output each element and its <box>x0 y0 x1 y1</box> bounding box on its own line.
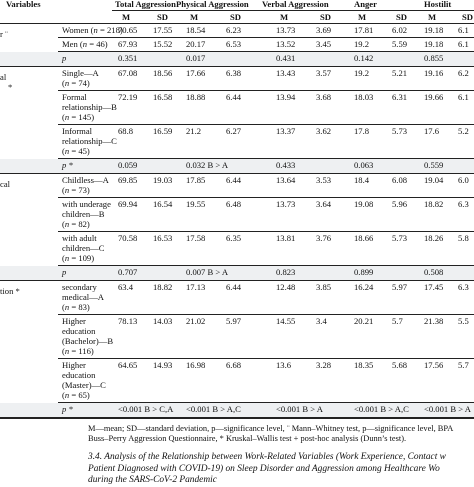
mean-cell: 20.17 <box>186 39 206 49</box>
sd-cell: 5.96 <box>392 199 408 209</box>
subheader-sd: SD <box>157 12 168 22</box>
sd-cell: 6.0 <box>458 175 469 185</box>
n-symbol: n <box>64 219 70 229</box>
row-label: (n = 109) <box>62 253 95 263</box>
mean-cell: 14.55 <box>276 316 296 326</box>
sd-cell: 6.44 <box>226 175 242 185</box>
table-bottom-rule <box>0 418 474 419</box>
section-heading-line: 3.4. Analysis of the Relationship between Work-Related Variables (Work Experience, Contact w <box>88 452 446 462</box>
p-value-cell: <0.001 B > A <box>424 404 471 414</box>
p-value-cell: 0.007 B > A <box>186 267 229 277</box>
section-heading-line: Patient Diagnosed with COVID-19) on Sleep Disorder and Aggression among Healthcare Wo <box>88 463 440 474</box>
mean-cell: 16.24 <box>354 282 374 292</box>
sd-cell: 6.35 <box>226 233 242 243</box>
mean-cell: 18.88 <box>186 92 206 102</box>
sd-cell: 6.31 <box>392 92 408 102</box>
mean-cell: 13.52 <box>276 39 296 49</box>
sd-cell: 5.7 <box>392 316 403 326</box>
mean-cell: 68.8 <box>118 126 134 136</box>
group-header-4: Hostilit <box>424 0 452 9</box>
p-value-cell: 0.059 <box>118 160 138 170</box>
mean-cell: 67.08 <box>118 68 138 78</box>
row-label: (n = 116) <box>62 346 94 356</box>
row-label: Single—A <box>62 68 99 78</box>
subheader-sd: SD <box>396 12 407 22</box>
sd-cell: 6.44 <box>226 92 242 102</box>
row-label: Formal <box>62 92 87 102</box>
mean-cell: 12.48 <box>276 282 296 292</box>
sd-cell: 5.73 <box>392 126 408 136</box>
row-label: (n = 82) <box>62 219 90 229</box>
n-symbol: n <box>64 253 70 263</box>
mean-cell: 13.73 <box>276 199 296 209</box>
mean-cell: 69.85 <box>118 175 138 185</box>
p-row-shade <box>0 52 474 66</box>
sd-cell: 5.2 <box>458 126 469 136</box>
mean-cell: 18.26 <box>424 233 444 243</box>
p-value-cell: 0.017 <box>186 53 206 63</box>
n-symbol: n <box>64 302 70 312</box>
row-label: Higher <box>62 316 86 326</box>
p-value-cell: 0.707 <box>118 267 138 277</box>
n-symbol: n <box>64 390 70 400</box>
mean-cell: 17.8 <box>354 126 370 136</box>
sd-cell: 6.1 <box>458 39 469 49</box>
mean-cell: 17.45 <box>424 282 444 292</box>
sd-cell: 5.97 <box>392 282 408 292</box>
sd-cell: 6.1 <box>458 25 469 35</box>
mean-cell: 13.64 <box>276 175 296 185</box>
section-heading-line: during the SARS-CoV-2 Pandemic <box>88 475 217 485</box>
subheader-mean: M <box>122 12 131 22</box>
p-value-cell: 0.508 <box>424 267 444 277</box>
row-label: (n = 145) <box>62 112 95 122</box>
sd-cell: 6.3 <box>458 282 469 292</box>
mean-cell: 64.65 <box>118 360 138 370</box>
sd-cell: 6.1 <box>458 92 469 102</box>
row-label: children—C <box>62 243 105 253</box>
mean-cell: 16.98 <box>186 360 206 370</box>
mean-cell: 17.66 <box>186 68 206 78</box>
subheader-mean: M <box>428 12 437 22</box>
variables-header: Variables <box>6 0 41 9</box>
n-symbol: n <box>64 146 70 156</box>
mean-cell: 18.66 <box>354 233 374 243</box>
mean-cell: 19.66 <box>424 92 444 102</box>
subheader-sd: SD <box>320 12 331 22</box>
row-label: Men (n = 46) <box>62 39 108 49</box>
sd-cell: 6.23 <box>226 25 242 35</box>
mean-cell: 17.56 <box>424 360 444 370</box>
row-divider <box>58 358 474 359</box>
row-label: medical—A <box>62 292 104 302</box>
subheader-sd: SD <box>462 12 473 22</box>
p-value-label: p <box>62 53 67 63</box>
sd-cell: 5.7 <box>458 360 469 370</box>
row-label: relationship—B <box>62 102 117 112</box>
row-label: (n = 74) <box>62 78 90 88</box>
row-label: Childless—A <box>62 175 109 185</box>
sd-cell: 16.59 <box>153 126 173 136</box>
p-value-cell: <0.001 B > C,A <box>118 404 174 414</box>
p-value-cell: <0.001 B > A <box>276 404 323 414</box>
mean-cell: 67.93 <box>118 39 138 49</box>
sd-cell: 3.4 <box>316 316 327 326</box>
mean-cell: 19.18 <box>424 25 444 35</box>
row-divider <box>58 37 474 38</box>
p-value-label: p <box>62 267 67 277</box>
sd-cell: 6.2 <box>458 68 469 78</box>
sd-cell: 18.82 <box>153 282 173 292</box>
mean-cell: 17.58 <box>186 233 206 243</box>
mean-cell: 13.37 <box>276 126 296 136</box>
n-symbol: n <box>93 25 98 35</box>
sd-cell: 16.53 <box>153 233 173 243</box>
mean-cell: 13.6 <box>276 360 292 370</box>
mean-cell: 72.19 <box>118 92 138 102</box>
sd-cell: 6.02 <box>392 25 408 35</box>
p-value-cell: 0.899 <box>354 267 374 277</box>
mean-cell: 17.13 <box>186 282 206 292</box>
section-label-marker: * <box>8 82 13 92</box>
sd-cell: 16.54 <box>153 199 173 209</box>
row-label: education <box>62 370 96 380</box>
sd-cell: 3.62 <box>316 126 332 136</box>
mean-cell: 19.04 <box>424 175 444 185</box>
mean-cell: 18.03 <box>354 92 374 102</box>
sd-cell: 14.03 <box>153 316 173 326</box>
row-label: (n = 73) <box>62 185 90 195</box>
mean-cell: 21.02 <box>186 316 206 326</box>
subheader-mean: M <box>358 12 367 22</box>
mean-cell: 13.73 <box>276 25 296 35</box>
sd-cell: 5.5 <box>458 316 469 326</box>
p-value-cell: <0.001 B > A,C <box>354 404 409 414</box>
sd-cell: 6.48 <box>226 199 242 209</box>
sd-cell: 18.56 <box>153 68 173 78</box>
p-value-cell: 0.855 <box>424 53 444 63</box>
row-label: Informal <box>62 126 93 136</box>
mean-cell: 13.94 <box>276 92 296 102</box>
row-label: secondary <box>62 282 97 292</box>
sd-cell: 5.8 <box>458 233 469 243</box>
sd-cell: 6.68 <box>226 360 242 370</box>
row-label: (Bachelor)—B <box>62 336 114 346</box>
row-label: (n = 65) <box>62 390 90 400</box>
row-label: relationship—C <box>62 136 117 146</box>
row-label: Higher <box>62 360 86 370</box>
n-symbol: n <box>64 112 70 122</box>
p-value-cell: 0.823 <box>276 267 296 277</box>
row-label: children—B <box>62 209 105 219</box>
mean-cell: 18.82 <box>424 199 444 209</box>
section-label: tion * <box>0 286 20 296</box>
mean-cell: 70.58 <box>118 233 138 243</box>
section-divider <box>0 280 474 281</box>
mean-cell: 13.43 <box>276 68 296 78</box>
n-symbol: n <box>82 39 88 49</box>
mean-cell: 19.16 <box>424 68 444 78</box>
mean-cell: 70.65 <box>118 25 138 35</box>
p-value-cell: 0.433 <box>276 160 296 170</box>
subheader-mean: M <box>280 12 289 22</box>
mean-cell: 63.4 <box>118 282 134 292</box>
group-header-0: Total Aggression <box>115 0 176 9</box>
row-divider <box>58 90 474 91</box>
n-symbol: n <box>64 185 70 195</box>
sd-cell: 6.44 <box>226 282 242 292</box>
sd-cell: 5.59 <box>392 39 408 49</box>
header-group-underline <box>112 10 474 11</box>
p-value-label: p * <box>62 404 73 414</box>
mean-cell: 19.08 <box>354 199 374 209</box>
mean-cell: 69.94 <box>118 199 138 209</box>
mean-cell: 19.55 <box>186 199 206 209</box>
sd-cell: 5.97 <box>226 316 242 326</box>
group-header-2: Verbal Aggression <box>262 0 329 9</box>
sd-cell: 3.45 <box>316 39 332 49</box>
group-header-1: Physical Aggression <box>176 0 249 9</box>
subheader-sd: SD <box>230 12 241 22</box>
sd-cell: 19.03 <box>153 175 173 185</box>
mean-cell: 20.21 <box>354 316 374 326</box>
sd-cell: 3.64 <box>316 199 332 209</box>
mean-cell: 18.35 <box>354 360 374 370</box>
mean-cell: 19.2 <box>354 68 370 78</box>
row-label: Women (n = 218) <box>62 25 123 35</box>
p-value-label: p * <box>62 160 73 170</box>
group-header-3: Anger <box>354 0 377 9</box>
mean-cell: 78.13 <box>118 316 138 326</box>
section-label: r ¨ <box>0 29 8 39</box>
sd-cell: 3.69 <box>316 25 332 35</box>
sd-cell: 6.27 <box>226 126 242 136</box>
sd-cell: 5.73 <box>392 233 408 243</box>
sd-cell: 16.58 <box>153 92 173 102</box>
sd-cell: 6.53 <box>226 39 242 49</box>
row-label: with underage <box>62 199 111 209</box>
row-label: (Master)—C <box>62 380 106 390</box>
row-divider <box>58 197 474 198</box>
section-label: al <box>0 72 7 82</box>
mean-cell: 21.2 <box>186 126 202 136</box>
sd-cell: 3.28 <box>316 360 332 370</box>
sd-cell: 15.52 <box>153 39 173 49</box>
p-value-cell: 0.032 B > A <box>186 160 229 170</box>
sd-cell: 5.68 <box>392 360 408 370</box>
row-divider <box>58 231 474 232</box>
n-symbol: n <box>64 346 70 356</box>
mean-cell: 21.38 <box>424 316 444 326</box>
p-row-shade <box>0 266 474 280</box>
sd-cell: 6.08 <box>392 175 408 185</box>
section-divider <box>0 66 474 67</box>
p-value-cell: 0.431 <box>276 53 296 63</box>
row-divider <box>58 314 474 315</box>
n-symbol: n <box>64 78 70 88</box>
mean-cell: 17.6 <box>424 126 440 136</box>
sd-cell: 3.76 <box>316 233 332 243</box>
sd-cell: 6.3 <box>458 199 469 209</box>
mean-cell: 18.4 <box>354 175 370 185</box>
p-value-cell: 0.559 <box>424 160 444 170</box>
row-label: (n = 45) <box>62 146 90 156</box>
mean-cell: 17.85 <box>186 175 206 185</box>
section-divider <box>0 173 474 174</box>
row-label: with adult <box>62 233 97 243</box>
sd-cell: 3.57 <box>316 68 332 78</box>
row-divider <box>58 124 474 125</box>
mean-cell: 19.18 <box>424 39 444 49</box>
header-bottom-rule <box>0 23 474 24</box>
section-label: cal <box>0 179 11 189</box>
row-label: education <box>62 326 96 336</box>
sd-cell: 5.21 <box>392 68 408 78</box>
subheader-mean: M <box>190 12 199 22</box>
sd-cell: 3.68 <box>316 92 332 102</box>
p-value-cell: 0.063 <box>354 160 374 170</box>
table-footnote: M—mean; SD—standard deviation, p—significance level, ¨ Mann–Whitney test, p—significance level, BPA <box>88 424 454 433</box>
sd-cell: 17.55 <box>153 25 173 35</box>
sd-cell: 3.85 <box>316 282 332 292</box>
sd-cell: 3.53 <box>316 175 332 185</box>
sd-cell: 6.38 <box>226 68 242 78</box>
mean-cell: 18.54 <box>186 25 206 35</box>
sd-cell: 14.93 <box>153 360 173 370</box>
mean-cell: 13.81 <box>276 233 296 243</box>
table-footnote: Buss–Perry Aggression Questionnaire, * Kruskal–Wallis test + post-hoc analysis (Dunn’s test). <box>88 434 407 443</box>
p-value-cell: 0.142 <box>354 53 374 63</box>
mean-cell: 19.2 <box>354 39 370 49</box>
p-value-cell: 0.351 <box>118 53 138 63</box>
mean-cell: 17.81 <box>354 25 374 35</box>
row-label: (n = 83) <box>62 302 90 312</box>
p-value-cell: <0.001 B > A,C <box>186 404 241 414</box>
